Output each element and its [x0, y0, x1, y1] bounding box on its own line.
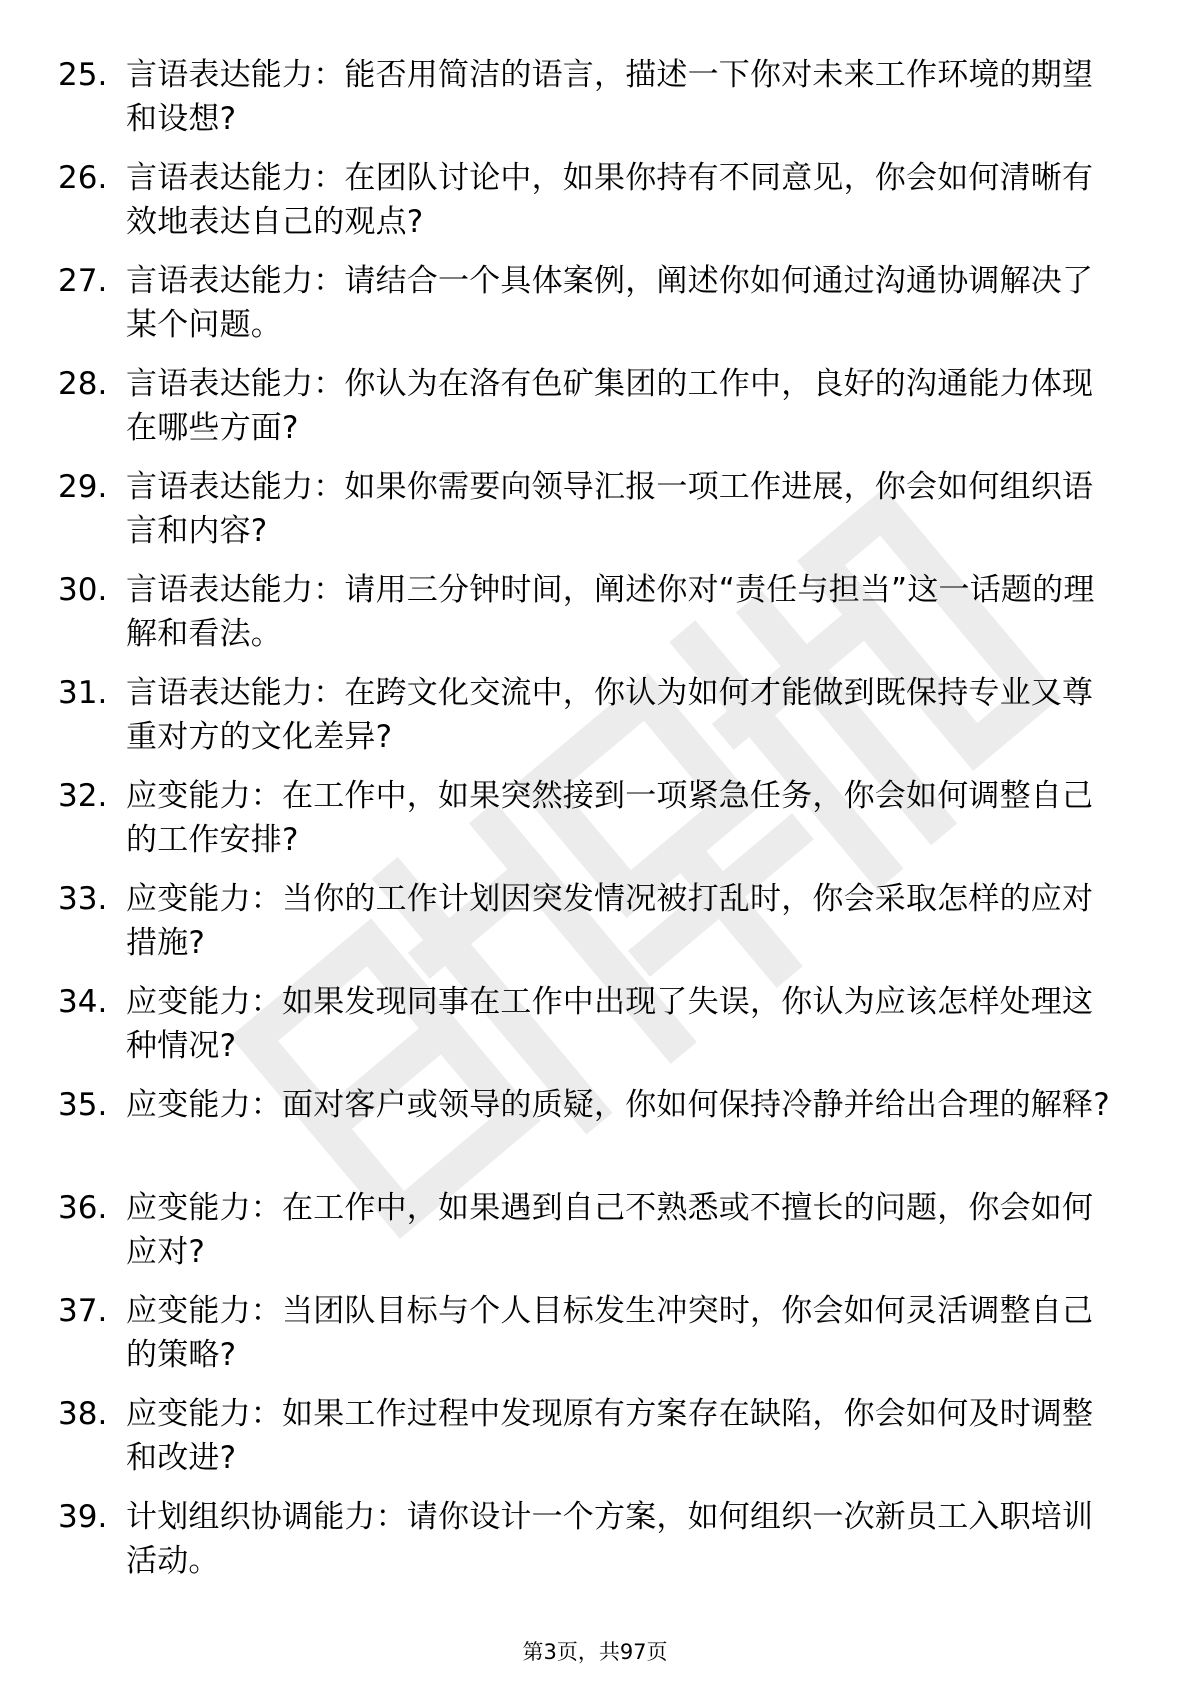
question-list: [0, 53, 1190, 1598]
question-number: 30.: [58, 572, 108, 608]
question-number: 34.: [58, 984, 108, 1020]
question-text: 应变能力：面对客户或领导的质疑，你如何保持冷静并给出合理的解释?: [126, 1087, 1110, 1123]
question-text: 言语表达能力：请用三分钟时间，阐述你对“责任与担当”这一话题的理解和看法。: [126, 572, 1095, 652]
question-number: 39.: [58, 1499, 108, 1535]
page-footer: 第3页，共97页: [522, 1640, 668, 1664]
question-number: 25.: [58, 57, 108, 93]
question-number: 27.: [58, 263, 108, 299]
question-item: [0, 259, 1190, 362]
question-text: 应变能力：如果发现同事在工作中出现了失误，你认为应该怎样处理这种情况?: [126, 984, 1094, 1064]
question-text: 言语表达能力：能否用简洁的语言，描述一下你对未来工作环境的期望和设想?: [126, 57, 1094, 137]
question-item: [0, 1083, 1190, 1186]
question-item: [0, 156, 1190, 259]
question-text: 言语表达能力：请结合一个具体案例，阐述你如何通过沟通协调解决了某个问题。: [126, 263, 1094, 343]
question-number: 35.: [58, 1087, 108, 1123]
question-number: 29.: [58, 469, 108, 505]
question-number: 38.: [58, 1396, 108, 1432]
question-text: 应变能力：如果工作过程中发现原有方案存在缺陷，你会如何及时调整和改进?: [126, 1396, 1094, 1476]
question-text: 应变能力：在工作中，如果突然接到一项紧急任务，你会如何调整自己的工作安排?: [126, 778, 1094, 858]
question-number: 31.: [58, 675, 108, 711]
question-item: [0, 1495, 1190, 1598]
question-number: 28.: [58, 366, 108, 402]
question-item: [0, 465, 1190, 568]
question-item: [0, 1392, 1190, 1495]
question-text: 计划组织协调能力：请你设计一个方案，如何组织一次新员工入职培训活动。: [126, 1499, 1094, 1579]
question-item: [0, 980, 1190, 1083]
question-item: [0, 1289, 1190, 1392]
question-text: 言语表达能力：在团队讨论中，如果你持有不同意见，你会如何清晰有效地表达自己的观点?: [126, 160, 1094, 240]
question-text: 应变能力：在工作中，如果遇到自己不熟悉或不擅长的问题，你会如何应对?: [126, 1190, 1094, 1270]
question-item: [0, 671, 1190, 774]
question-number: 26.: [58, 160, 108, 196]
question-item: [0, 1186, 1190, 1289]
question-number: 37.: [58, 1293, 108, 1329]
question-item: [0, 362, 1190, 465]
question-item: [0, 877, 1190, 980]
question-text: 言语表达能力：如果你需要向领导汇报一项工作进展，你会如何组织语言和内容?: [126, 469, 1094, 549]
question-item: [0, 53, 1190, 156]
question-number: 36.: [58, 1190, 108, 1226]
question-text: 言语表达能力：你认为在洛有色矿集团的工作中，良好的沟通能力体现在哪些方面?: [126, 366, 1094, 446]
question-item: [0, 568, 1190, 671]
question-text: 言语表达能力：在跨文化交流中，你认为如何才能做到既保持专业又尊重对方的文化差异?: [126, 675, 1094, 755]
question-number: 32.: [58, 778, 108, 814]
question-text: 应变能力：当你的工作计划因突发情况被打乱时，你会采取怎样的应对措施?: [126, 881, 1094, 961]
question-number: 33.: [58, 881, 108, 917]
question-item: [0, 774, 1190, 877]
question-text: 应变能力：当团队目标与个人目标发生冲突时，你会如何灵活调整自己的策略?: [126, 1293, 1094, 1373]
